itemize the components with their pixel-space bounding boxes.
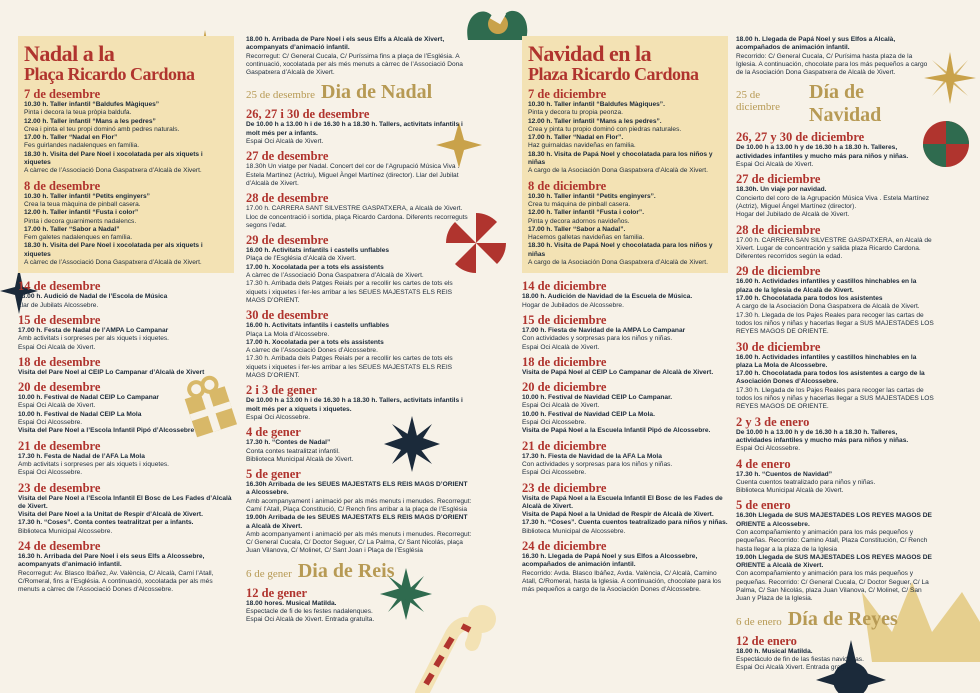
day-heading: 14 de desembre (18, 279, 101, 294)
event-line: 18.00 h. Audición de Navidad de la Escuela de Música. (522, 293, 693, 301)
section-title: Dia de Nadal (321, 81, 433, 104)
event-line: Espectáculo de fin de las fiestas navideñas. (736, 655, 864, 663)
event-line: Espai Oci Alcalà de Xivert. (246, 138, 324, 146)
day-heading: 29 de desembre (246, 233, 329, 248)
day-heading: 28 de desembre (246, 191, 329, 206)
event-line: 18.30 h. Visita del Pare Noel i xocolatada per als xiquets i xiquetes (24, 150, 203, 167)
event-line: Recorregut: C/ General Cucala, C/ Puríssima fins a plaça de l’Església. A continuació, xocolatada per als més menuts a càrrec de l’Associació Dona Gaspatxera d’Alcalà de Xivert. (246, 52, 463, 77)
event-line: Plaça La Mola d’Alcossebre. (246, 330, 330, 338)
event-line: Visita de Papá Noel a la Escuela Infantil Pipó de Alcossebre. (522, 427, 711, 435)
event-line: 17.00 h. Taller “Sabor a Nadal” (24, 225, 120, 233)
event-line: De 10.00 h a 13.00 h i de 16.30 h a 18.30 h. Tallers, activitats infantils i molt més per a xiquets i xiquetes. (246, 397, 463, 413)
day-heading: 8 de desembre (24, 178, 101, 193)
event-line: Pinta y decora tu propia peonza. (528, 109, 623, 117)
event-line: A càrrec de l’Associació Dona Gaspatxera d’Alcalà de Xivert. (24, 259, 202, 267)
event-list (24, 193, 228, 268)
event-line: A cargo de la Asociación Dona Gaspatxera d’Alcalà de Xivert. (528, 259, 708, 267)
section-date: 25 de desembre (246, 89, 316, 102)
event-line: Fes guirlandes nadalenques en família. (24, 142, 140, 150)
event-list (24, 101, 228, 176)
event-line: Crea i pinta el teu propi dominó amb pedres naturals. (24, 125, 180, 133)
section-date: 6 de enero (736, 615, 782, 628)
event-line: Biblioteca Municipal Alcalà de Xivert. (736, 487, 844, 495)
event-line: 18.30 h. Visita de Papá Noel y chocolatada para los niños y niñas (528, 242, 713, 258)
event-line: 10.30 h. Taller infantil “Baldufes Màgiques” (24, 101, 160, 108)
event-line: 17.00 h. Taller “Nadal en Flor”. (528, 134, 624, 142)
column-catalan-1 (16, 0, 236, 693)
day-heading: 24 de desembre (18, 538, 101, 553)
event-line: Biblioteca Municipal de Alcossebre. (522, 527, 626, 535)
event-line: 17.30 h. “Coses”. Conta contes teatralitzat per a infants. (18, 519, 194, 527)
event-line: 18.00 h. Arribada de Pare Noel i els seus Elfs a Alcalà de Xivert, acompanyats d’animació infantil. (246, 36, 445, 52)
day-heading: 21 de diciembre (522, 438, 607, 453)
event-line: A càrrec de l’Associació Dona Gaspatxera d’Alcalà de Xivert. (246, 272, 424, 280)
event-line: Pinta i decora guarniments nadalencs. (24, 217, 137, 225)
event-line: 17.30 h. Llegada de los Pajes Reales para recoger las cartas de todos los niños y niñas y hacerlas llegar a SUS MAJESTADES LOS REYES MAGOS DE ORIENTE. (736, 386, 934, 411)
event-line: Con acompañamiento y animación para los más pequeños y pequeñas. Recorrido: Camino Atall, Plaza Constitución, C/ Rench hasta llegar a la plaza de la Iglesia (736, 528, 928, 553)
event-line: Pinta y decora adornos navideños. (528, 217, 630, 225)
event-line: 17.30 h. Llegada de los Pajes Reales para recoger las cartas de todos los niños y niñas y hacerlas llegar a SUS MAJESTADES LOS REYES MAGOS DE ORIENTE. (736, 311, 934, 336)
day-heading: 27 de desembre (246, 149, 329, 164)
day-heading: 23 de diciembre (522, 480, 607, 495)
event-line: Visita del Pare Noel al CEIP Lo Campanar d’Alcalà de Xivert (18, 368, 205, 376)
event-line: Recorregut: Av. Blasco Ibáñez, Av. València, C/ Alcalà, Camí l’Atall, C/Romeral, fins a l’Església. A continuació, xocolatada per als més menuts a càrrec de l’Associació Dones d’Alcossebre. (18, 569, 214, 594)
day-heading: 18 de diciembre (522, 354, 607, 369)
event-line: Amb activitats i sorpreses per als xiquets i xiquetes. (18, 335, 169, 343)
title-line-2: Plaza Ricardo Cardona (528, 64, 699, 84)
event-line: Biblioteca Municipal Alcalà de Xivert. (246, 455, 354, 463)
event-line: 17.30 h. Arribada dels Patges Reials per a recollir les cartes de tots els xiquets i xiquetes i fer-les arribar a les SEUES MAJESTATS ELS REIS MAGS D’ORIENT. (246, 355, 453, 380)
column-spanish-2 (734, 0, 974, 693)
event-line: 16.00 h. Actividades infantiles y castillos hinchables en la plaza de la Iglesia de Alcalà de Xivert. (736, 278, 917, 294)
event-line: 17.30 h. Fiesta de Navidad de la AFA La Mola (522, 452, 662, 460)
event-line: Amb acompanyament i animació per als més menuts i menudes. Recorregut: Camí l’Atall, Plaça Constitució, C/ Rench fins arribar a la plaça de l’Església (246, 497, 472, 513)
section-kings-day (246, 560, 472, 583)
event-line: 17.00 h. Chocolatada para todos los asistentes (736, 295, 883, 303)
section-title: Día de Reyes (787, 607, 898, 630)
section-title: Dia de Reis (297, 559, 395, 582)
event-line: 16.30h Arribada de les SEUES MAJESTATS ELS REIS MAGS D’ORIENT a Alcossebre. (246, 481, 468, 497)
event-line: Hogar de Jubilados de Alcossebre. (522, 301, 624, 309)
day-heading: 27 de diciembre (736, 172, 821, 187)
day-heading: 14 de diciembre (522, 279, 607, 294)
event-line: Biblioteca Municipal Alcossebre. (18, 527, 113, 535)
event-line: A càrrec de l’Associació Dona Gaspatxera d’Alcalà de Xivert. (24, 167, 202, 175)
event-line: Espai Oci Alcossebre. (522, 419, 587, 427)
event-line: Visita de Papá Noel al CEIP Lo Campanar de Alcalà de Xivert. (522, 368, 714, 376)
event-line: Espai Oci Alcalà de Xivert. (522, 402, 600, 410)
event-line: 10.00 h. Festival de Nadal CEIP Lo Campanar (18, 394, 159, 402)
day-heading: 8 de diciembre (528, 178, 607, 193)
event-line: 16.30 h. Llegada de Papá Noel y sus Elfos a Alcossebre, acompañados de animación infantil. (522, 552, 698, 569)
event-line: 17.30 h. Festa de Nadal de l’AFA La Mola (18, 452, 145, 460)
event-line: Espai Oci Alcossebre. (522, 469, 587, 477)
event-line: 18.00 h. Audició de Nadal de l’Escola de Música (18, 293, 168, 301)
event-line: De 10.00 h a 13.00 h i de 16.30 h a 18.30 h. Tallers, activitats infantils i molt més per a infants. (246, 121, 463, 137)
event-line: 10.00 h. Festival de Navidad CEIP Lo Campanar. (522, 394, 673, 402)
event-line: A càrrec de l’Associació Dones d’Alcossebre. (246, 347, 378, 355)
section-christmas-day (736, 81, 934, 127)
event-line: Espai Oci Alcalà Xivert. Entrada gratuita. (736, 664, 855, 672)
event-line: Visita de Papá Noel a la Unidad de Respir de Alcalà de Xivert. (522, 511, 714, 519)
day-heading: 5 de enero (736, 498, 791, 513)
catalan-plaza-box (18, 36, 234, 273)
event-line: 17.30 h. “Contes de Nadal” (246, 439, 331, 447)
event-line: Espai Oci Alcalà de Xivert. (522, 343, 600, 351)
day-heading: 26, 27 y 30 de diciembre (736, 130, 865, 145)
event-line: 12.00 h. Taller infantil “Fusta i color”. (528, 209, 645, 217)
event-line: 17.00 h. CARRERA SANT SILVESTRE GASPATXERA, a Alcalà de Xivert. Lloc de concentració i sortida, plaça Ricardo Cardona. Diferents recorreguts segons l’edat. (246, 205, 468, 229)
event-line: 17.00 h. Taller “Sabor a Nadal”. (528, 225, 626, 233)
event-line: De 10.00 h a 13.00 h y de 16.30 h a 18.30 h. Talleres, actividades infantiles y mucho más para niños y niñas. (736, 428, 909, 444)
event-line: Espectacle de fi de les festes nadalenques. (246, 608, 373, 616)
event-line: Espai Oci Alcalà de Xivert. (18, 402, 96, 410)
event-line: Crea y pinta tu propio dominó con piedras naturales. (528, 125, 682, 133)
event-line: Concierto del coro de la Agrupación Música Viva . Estela Martínez (Actriz), Miguel Ángel Martínez (director). (736, 194, 930, 210)
event-line: Con actividades y sorpresas para los niños y niñas. (522, 460, 673, 468)
column-spanish-1 (520, 0, 730, 693)
event-line: 17.30 h. “Cuentos de Navidad” (736, 470, 833, 478)
event-line: 18.00 h. Llegada de Papá Noel y sus Elfos a Alcalà, acompañados de animación infantil. (736, 36, 896, 52)
event-line: 10.00 h. Festival de Navidad CEIP La Mola. (522, 410, 655, 418)
day-heading: 24 de diciembre (522, 538, 607, 553)
event-line: 17.30 h. “Coses”. Cuenta cuentos teatralizado para niños y niñas. (522, 519, 728, 527)
event-line: 10.30 h. Taller infantil “Petits enginyers” (24, 192, 150, 200)
section-date: 6 de gener (246, 567, 292, 580)
event-line: Visita del Pare Noel a l’Escola Infantil Pipó d’Alcossebre (18, 427, 195, 435)
section-date: 25 de diciembre (736, 89, 780, 114)
event-line: 18.30 h. Visita de Papá Noel y chocolatada para los niños y niñas (528, 150, 713, 167)
event-line: Espai Oci Alcossebre. (18, 469, 83, 477)
event-line: 18.30h Un viatge per Nadal. Concert del cor de l’Agrupació Música Viva . Estela Martínez (Actriu), Miguel Àngel Martínez (director). Llar del Jubilat d’Alcalà de Xivert. (246, 163, 460, 187)
day-heading: 4 de enero (736, 456, 791, 471)
spanish-plaza-box (522, 36, 728, 273)
day-heading: 2 i 3 de gener (246, 383, 317, 398)
event-line: Plaça de l’Església d’Alcalà de Xivert. (246, 255, 356, 263)
day-heading: 4 de gener (246, 425, 301, 440)
spanish-title (528, 41, 722, 84)
event-line: Recorrido: Avda. Blasco Ibáñez, Avda. València, C/ Alcalà, Camino Atall, C/Romeral, hasta la Iglesia. A continuación, chocolate para los más pequeños a cargo de la Asociación Dones d’Alcossebre. (522, 569, 722, 594)
day-heading: 30 de desembre (246, 308, 329, 323)
event-line: Conta contes teatralitzat infantil. (246, 447, 340, 455)
event-line: 12.00 h. Taller infantil “Mans a les pedres”. (528, 117, 662, 125)
event-line: Hogar del Jubilado de Alcalà de Xivert. (736, 211, 850, 219)
event-line: A cargo de la Asociación Dona Gaspatxera d’Alcalà de Xivert. (528, 167, 708, 175)
event-line: 17.00 h. Chocolatada para todos los asistentes a cargo de la Asociación Dones d’Alcossebre. (736, 370, 925, 386)
event-line: 18.30h. Un viaje por navidad. (736, 186, 827, 194)
day-heading: 23 de desembre (18, 480, 101, 495)
day-heading: 15 de diciembre (522, 312, 607, 327)
event-line: Espai Oci Alcalà de Xivert. (736, 161, 814, 169)
event-line: Visita de Papá Noel a la Escuela Infantil El Bosc de les Fades de Alcalà de Xivert. (522, 494, 723, 510)
event-line: 17.00 h. Xocolatada per a tots els assistents (246, 263, 384, 271)
column-catalan-2 (244, 0, 474, 693)
event-line: Espai Oci Alcossebre. (246, 413, 311, 421)
event-line: 17.00 h. Taller “Nadal en Flor” (24, 134, 118, 142)
event-line: 12.00 h. Taller infantil “Fusta i color” (24, 209, 139, 217)
event-line: A cargo de la Asociación Dona Gaspatxera de Alcalà de Xivert. (736, 303, 920, 311)
event-line: 19.00h Llegada de SUS MAJESTADES LOS REYES MAGOS DE ORIENTE a Alcalà de Xivert. (736, 553, 932, 570)
event-line: Crea tu máquina de pinball casera. (528, 200, 631, 208)
event-line: 16.30h Llegada de SUS MAJESTADES LOS REYES MAGOS DE ORIENTE a Alcossebre. (736, 512, 932, 528)
event-line: Hacemos galletas navideñas en familia. (528, 234, 645, 242)
event-line: 18.00 h. Musical Matilda. (736, 647, 813, 655)
event-line: Espai Oci Alcalà de Xivert. Entrada gratuïta. (246, 616, 375, 624)
event-line: 10.30 h. Taller infantil “Baldufes Màgiques”. (528, 101, 665, 108)
event-line: Amb activitats i sorpreses per als xiquets i xiquetes. (18, 460, 169, 468)
catalan-title (24, 41, 228, 84)
day-heading: 5 de gener (246, 467, 301, 482)
day-heading: 7 de desembre (24, 87, 101, 101)
event-line: 18.00 hores. Musical Matilda. (246, 599, 337, 607)
event-line: 17.00 h. CARRERA SAN SILVESTRE GASPATXERA, en Alcalà de Xivert. Lugar de concentración y salida plaza Ricardo Cardona. Diferentes recorridos según la edad. (736, 236, 932, 261)
event-line: 19.00h Arribada de les SEUES MAJESTATS ELS REIS MAGS D’ORIENT a Alcalà de Xivert. (246, 514, 468, 530)
day-heading: 20 de diciembre (522, 380, 607, 395)
day-heading: 30 de diciembre (736, 339, 821, 354)
day-heading: 18 de desembre (18, 354, 101, 369)
day-heading: 29 de diciembre (736, 264, 821, 279)
event-line: Fem galetes nadalenques en família. (24, 234, 133, 242)
event-line: Crea la teua màquina de pinball casera. (24, 200, 141, 208)
day-heading: 26, 27 i 30 de desembre (246, 107, 370, 122)
event-line: Amb acompanyament i animació per als més menuts i menudes. Recorregut: C/ General Cucala, C/ Doctor Seguer, C/ La Palma, C/ Sant Nicolás, plaça Juan Vilanova, C/ Molinet, C/ Sant Joan i Plaça de l’Església (246, 530, 472, 555)
section-christmas-day (246, 81, 472, 104)
day-heading: 12 de enero (736, 633, 797, 648)
section-title: Día de Navidad (809, 81, 882, 127)
event-line: Con acompañamiento y animación para los más pequeños y pequeñas. Recorrido: C/ General Cucala, C/ Doctor Seguer, C/ La Palma, C/ San Nicolás, plaza Juan Vilanova, C/ Molinet, C/ San Juan y Plaza de la Iglesia. (736, 570, 929, 603)
day-heading: 20 de desembre (18, 380, 101, 395)
title-line-2: Plaça Ricardo Cardona (24, 64, 195, 84)
event-line: 17.00 h. Fiesta de Navidad de la AMPA Lo Campanar (522, 326, 686, 334)
event-line: Visita del Pare Noel a la Unitat de Respir d’Alcalà de Xivert. (18, 511, 203, 519)
event-list (528, 101, 722, 176)
title-line-1: Navidad en la (528, 41, 652, 66)
event-line: Recorrido: C/ General Cucala, C/ Purísima hasta plaza de la Iglesia. A continuación, chocolate para los más pequeños a cargo de la Asociación Dona Gaspatxera de Alcalà de Xivert. (736, 52, 928, 77)
event-line: 17.00 h. Festa de Nadal de l’AMPA Lo Campanar (18, 326, 169, 334)
event-line: Espai Oci Alcossebre. (736, 445, 801, 453)
event-line: 16.30 h. Arribada del Pare Noel i els seus Elfs a Alcossebre, acompanyats d’animació infantil. (18, 552, 205, 569)
day-heading: 28 de diciembre (736, 222, 821, 237)
event-list (528, 193, 722, 268)
event-line: 17.30 h. Arribada dels Patges Reials per a recollir les cartes de tots els xiquets i xiquetes i fer-les arribar a les SEUES MAJESTATS ELS REIS MAGS D’ORIENT. (246, 280, 453, 304)
day-heading: 7 de diciembre (528, 87, 607, 101)
day-heading: 12 de gener (246, 585, 308, 600)
event-line: 17.00 h. Xocolatada per a tots els assistents (246, 338, 384, 346)
event-line: 16.00 h. Activitats infantils i castells unflables (246, 322, 390, 330)
event-line: 10.30 h. Taller infantil “Petits enginyers”. (528, 192, 656, 200)
event-line: 12.00 h. Taller infantil “Mans a les pedres” (24, 117, 156, 125)
section-kings-day (736, 608, 934, 631)
event-line: Llar de Jubilats Alcossebre. (18, 301, 99, 309)
event-line: 10.00 h. Festival de Nadal CEIP La Mola (18, 410, 142, 418)
event-line: De 10.00 h a 13.00 h y de 16.30 h a 18.30 h. Talleres, actividades infantiles y mucho más para niños y niñas. (736, 144, 909, 160)
title-line-1: Nadal a la (24, 41, 115, 66)
event-line: Con actividades y sorpresas para los niños y niñas. (522, 335, 673, 343)
day-heading: 21 de desembre (18, 438, 101, 453)
event-line: Espai Oci Alcossebre. (18, 419, 83, 427)
event-line: Pinta i decora la teua pròpia baldufa. (24, 109, 132, 117)
day-heading: 2 y 3 de enero (736, 414, 810, 429)
event-line: 16.00 h. Actividades infantiles y castillos hinchables en la plaza La Mola de Alcossebre. (736, 353, 917, 369)
event-line: Haz guirnaldas navideñas en familia. (528, 142, 636, 150)
event-line: Espai Oci Alcalà de Xivert. (18, 343, 96, 351)
event-line: 18.30 h. Visita del Pare Noel i xocolatada per als xiquets i xiquetes (24, 242, 203, 258)
day-heading: 15 de desembre (18, 312, 101, 327)
event-line: 16.00 h. Activitats infantils i castells unflables (246, 247, 390, 255)
event-line: Cuenta cuentos teatralizado para niños y niñas. (736, 478, 876, 486)
event-line: Visita del Pare Noel a l’Escola Infantil El Bosc de Les Fades d’Alcalà de Xivert. (18, 494, 232, 510)
